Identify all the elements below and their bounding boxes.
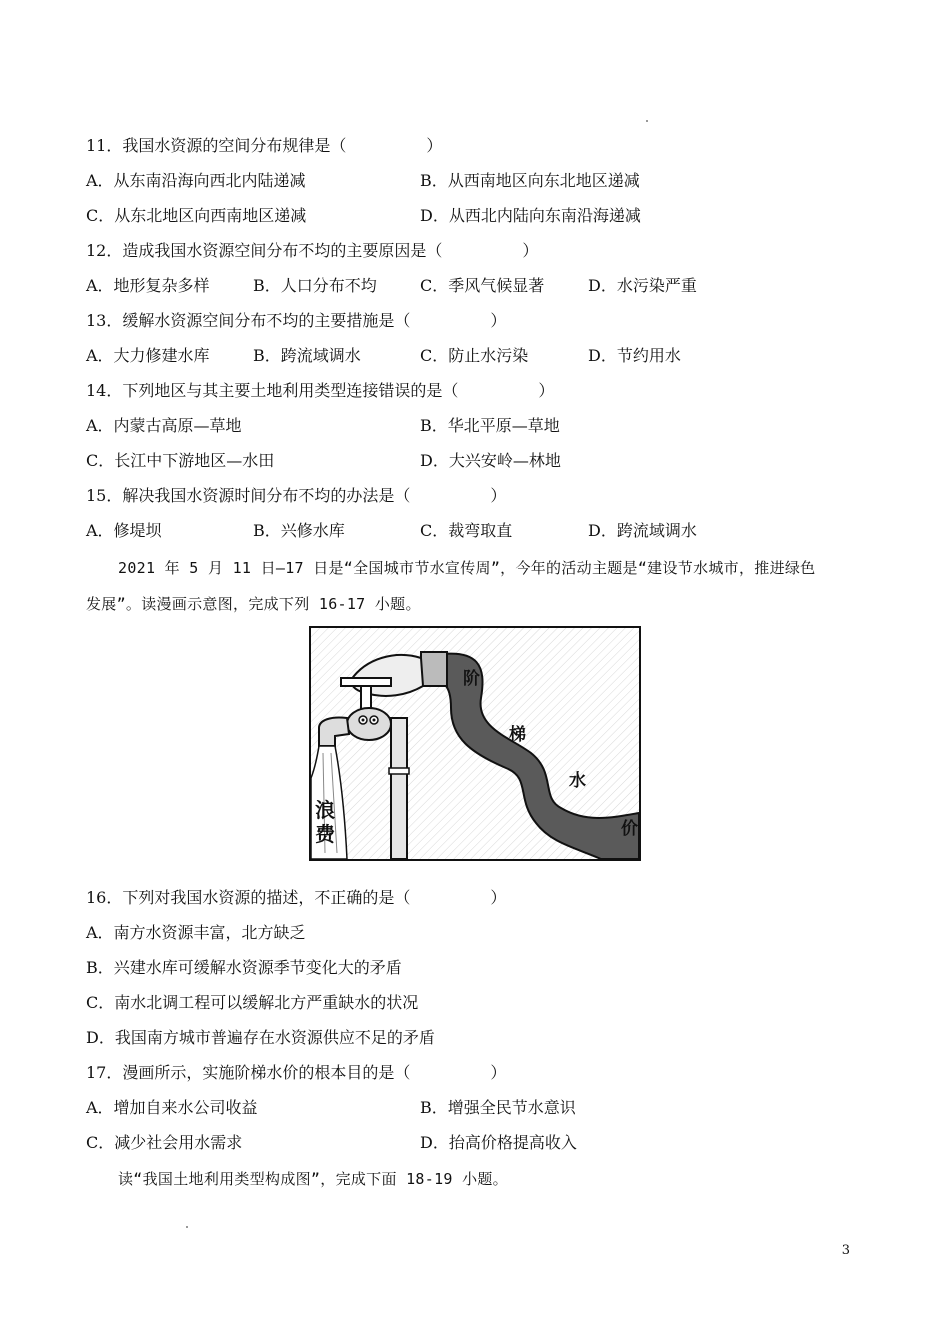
page-number: 3 [841,1243,850,1258]
question-13-option-a[interactable]: A．大力修建水库 [86,346,210,365]
scan-dot [186,1226,188,1228]
cartoon-pipe-char-3: 水 [569,771,586,791]
question-12-option-a[interactable]: A．地形复杂多样 [86,276,210,295]
question-16-stem: 16．下列对我国水资源的描述，不正确的是（ ） [86,888,507,907]
question-15-option-d[interactable]: D．跨流域调水 [588,521,697,540]
question-11-option-d[interactable]: D．从西北内陆向东南沿海递减 [420,206,641,225]
question-14-stem: 14．下列地区与其主要土地利用类型连接错误的是（ ） [86,381,555,400]
cartoon-pipe-char-2: 梯 [509,725,526,745]
question-11-option-b[interactable]: B．从西南地区向东北地区递减 [420,171,640,190]
intro-16-17-line-2: 发展”。读漫画示意图，完成下列 16-17 小题。 [86,595,421,613]
water-price-cartoon [309,626,641,861]
cartoon-pipe-char-1: 阶 [463,669,480,689]
faucet-icon [347,708,391,740]
question-17-option-d[interactable]: D．抬高价格提高收入 [420,1133,577,1152]
question-11-option-c[interactable]: C．从东北地区向西南地区递减 [86,206,307,225]
question-14-option-d[interactable]: D．大兴安岭—林地 [420,451,561,470]
intro-16-17-line-1: 2021 年 5 月 11 日—17 日是“全国城市节水宣传周”，今年的活动主题是“建设节水城市，推进绿色 [118,559,816,577]
scan-dot [646,120,648,122]
question-11-option-a[interactable]: A．从东南沿海向西北内陆递减 [86,171,306,190]
cartoon-waste-label: 浪 费 [315,798,335,846]
question-13-option-d[interactable]: D．节约用水 [588,346,681,365]
question-13-option-b[interactable]: B．跨流域调水 [253,346,361,365]
question-15-option-b[interactable]: B．兴修水库 [253,521,345,540]
question-12-option-c[interactable]: C．季风气候显著 [420,276,545,295]
intro-18-19: 读“我国土地利用类型构成图”，完成下面 18-19 小题。 [118,1170,508,1188]
cartoon-pipe-char-4: 价 [621,819,638,839]
question-13-option-c[interactable]: C．防止水污染 [420,346,529,365]
question-17-stem: 17．漫画所示，实施阶梯水价的根本目的是（ ） [86,1063,507,1082]
question-17-option-a[interactable]: A．增加自来水公司收益 [86,1098,258,1117]
question-12-stem: 12．造成我国水资源空间分布不均的主要原因是（ ） [86,241,539,260]
question-14-option-c[interactable]: C．长江中下游地区—水田 [86,451,275,470]
question-14-option-b[interactable]: B．华北平原—草地 [420,416,560,435]
question-15-option-a[interactable]: A．修堤坝 [86,521,162,540]
question-11-stem: 11．我国水资源的空间分布规律是（ ） [86,136,443,155]
cartoon-illustration [311,628,639,859]
question-12-option-b[interactable]: B．人口分布不均 [253,276,377,295]
question-16-option-c[interactable]: C．南水北调工程可以缓解北方严重缺水的状况 [86,993,419,1012]
question-16-option-a[interactable]: A．南方水资源丰富，北方缺乏 [86,923,306,942]
question-12-option-d[interactable]: D．水污染严重 [588,276,697,295]
question-16-option-b[interactable]: B．兴建水库可缓解水资源季节变化大的矛盾 [86,958,402,977]
question-15-option-c[interactable]: C．裁弯取直 [420,521,513,540]
question-14-option-a[interactable]: A．内蒙古高原—草地 [86,416,242,435]
question-17-option-c[interactable]: C．减少社会用水需求 [86,1133,243,1152]
question-16-option-d[interactable]: D．我国南方城市普遍存在水资源供应不足的矛盾 [86,1028,435,1047]
question-13-stem: 13．缓解水资源空间分布不均的主要措施是（ ） [86,311,507,330]
question-15-stem: 15．解决我国水资源时间分布不均的办法是（ ） [86,486,507,505]
question-17-option-b[interactable]: B．增强全民节水意识 [420,1098,576,1117]
